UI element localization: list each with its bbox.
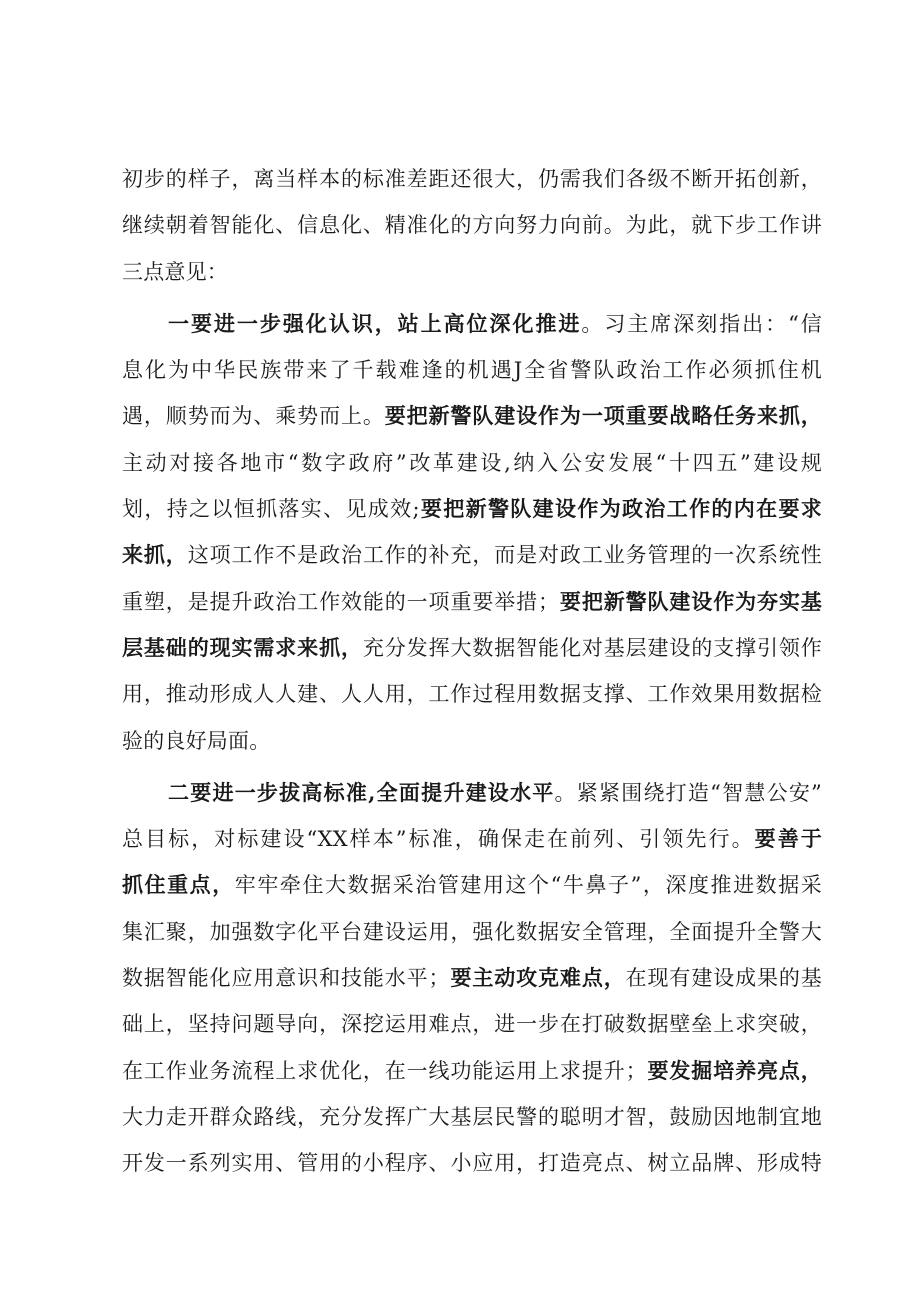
text-line	[122, 202, 822, 248]
text-line	[122, 1001, 822, 1047]
text-segment: 在工作业务流程上求优化，在一线功能运用上求提升；	[122, 1058, 647, 1083]
text-line	[122, 909, 822, 955]
text-line	[122, 393, 822, 439]
text-line	[122, 718, 822, 764]
text-line	[122, 1048, 822, 1094]
text-segment: 。习主席深刻指出：“信	[581, 311, 822, 336]
text-line	[122, 625, 822, 671]
text-segment: 。紧紧围绕打造“智慧公安”	[554, 780, 822, 805]
text-line	[122, 862, 822, 908]
bold-text-segment: 一要进一步强化认识，站上高位深化推进	[168, 310, 582, 336]
text-line	[122, 1140, 822, 1186]
text-line	[122, 249, 822, 295]
text-segment: 数据智能化应用意识和技能水平；	[122, 966, 450, 991]
bold-text-segment: 层基础的现实需求来抓，	[122, 634, 363, 660]
text-line	[122, 156, 822, 202]
text-segment: 遇，顺势而为、乘势而上。	[122, 404, 385, 429]
bold-text-segment: 要把新警队建设作为一项重要战略任务来抓，	[384, 403, 822, 429]
text-segment: 总目标，对标建设“XX样本”标准，确保走在前列、引领先行。	[122, 827, 755, 852]
text-segment: 继续朝着智能化、信息化、精准化的方向努力向前。为此，就下步工作讲	[122, 213, 822, 238]
text-line	[122, 301, 822, 347]
text-segment: 划，持之以恒抓落实、见成效;	[122, 497, 420, 522]
bold-text-segment: 二要进一步拔高标准,全面提升建设水平	[168, 779, 555, 805]
bold-text-segment: 要把新警队建设作为夯实基	[559, 588, 822, 614]
text-segment: 牢牢牵住大数据采治管建用这个“牛鼻子”，深度推进数据采	[234, 873, 822, 898]
bold-text-segment: 要发掘培养亮点，	[646, 1057, 822, 1083]
text-segment: 验的良好局面。	[122, 728, 271, 753]
text-line	[122, 532, 822, 578]
bold-text-segment: 来抓，	[122, 542, 188, 568]
text-segment: 初步的样子，离当样本的标准差距还很大，仍需我们各级不断开拓创新，	[122, 167, 822, 191]
bold-text-segment: 要把新警队建设作为政治工作的内在要求	[419, 496, 823, 522]
text-line	[122, 440, 822, 486]
text-segment: 大力走开群众路线，充分发挥广大基层民警的聪明才智，鼓励因地制宜地	[122, 1104, 822, 1129]
text-segment: 充分发挥大数据智能化对基层建设的支撑引领作	[362, 635, 823, 660]
text-segment: 集汇聚，加强数字化平台建设运用，强化数据安全管理，全面提升全警大	[122, 919, 822, 944]
text-line	[122, 671, 822, 717]
text-segment: 三点意见：	[122, 259, 228, 284]
bold-text-segment: 要主动攻克难点，	[449, 965, 626, 991]
body-text	[122, 156, 822, 1187]
text-segment: 息化为中华民族带来了千载难逢的机遇J全省警队政治工作必须抓住机	[122, 358, 822, 383]
text-line	[122, 1094, 822, 1140]
text-line	[122, 486, 822, 532]
text-segment: 开发一系列实用、管用的小程序、小应用，打造亮点、树立品牌、形成特	[122, 1151, 822, 1176]
text-segment: 重塑，是提升政治工作效能的一项重要举措；	[122, 589, 560, 614]
text-line	[122, 347, 822, 393]
text-segment: 主动对接各地市“数字政府”改革建设,纳入公安发展“十四五”建设规	[122, 450, 822, 475]
text-segment: 这项工作不是政治工作的补充，而是对政工业务管理的一次系统性	[187, 543, 822, 568]
text-line	[122, 770, 822, 816]
bold-text-segment: 抓住重点，	[122, 872, 235, 898]
text-segment: 用，推动形成人人建、人人用，工作过程用数据支撑、工作效果用数据检	[122, 682, 822, 707]
text-segment: 础上，坚持问题导向，深挖运用难点，进一步在打破数据壁垒上求突破，	[122, 1012, 822, 1037]
text-line	[122, 955, 822, 1001]
text-line	[122, 579, 822, 625]
text-segment: 在现有建设成果的基	[625, 966, 822, 991]
bold-text-segment: 要善于	[754, 826, 822, 852]
text-line	[122, 816, 822, 862]
